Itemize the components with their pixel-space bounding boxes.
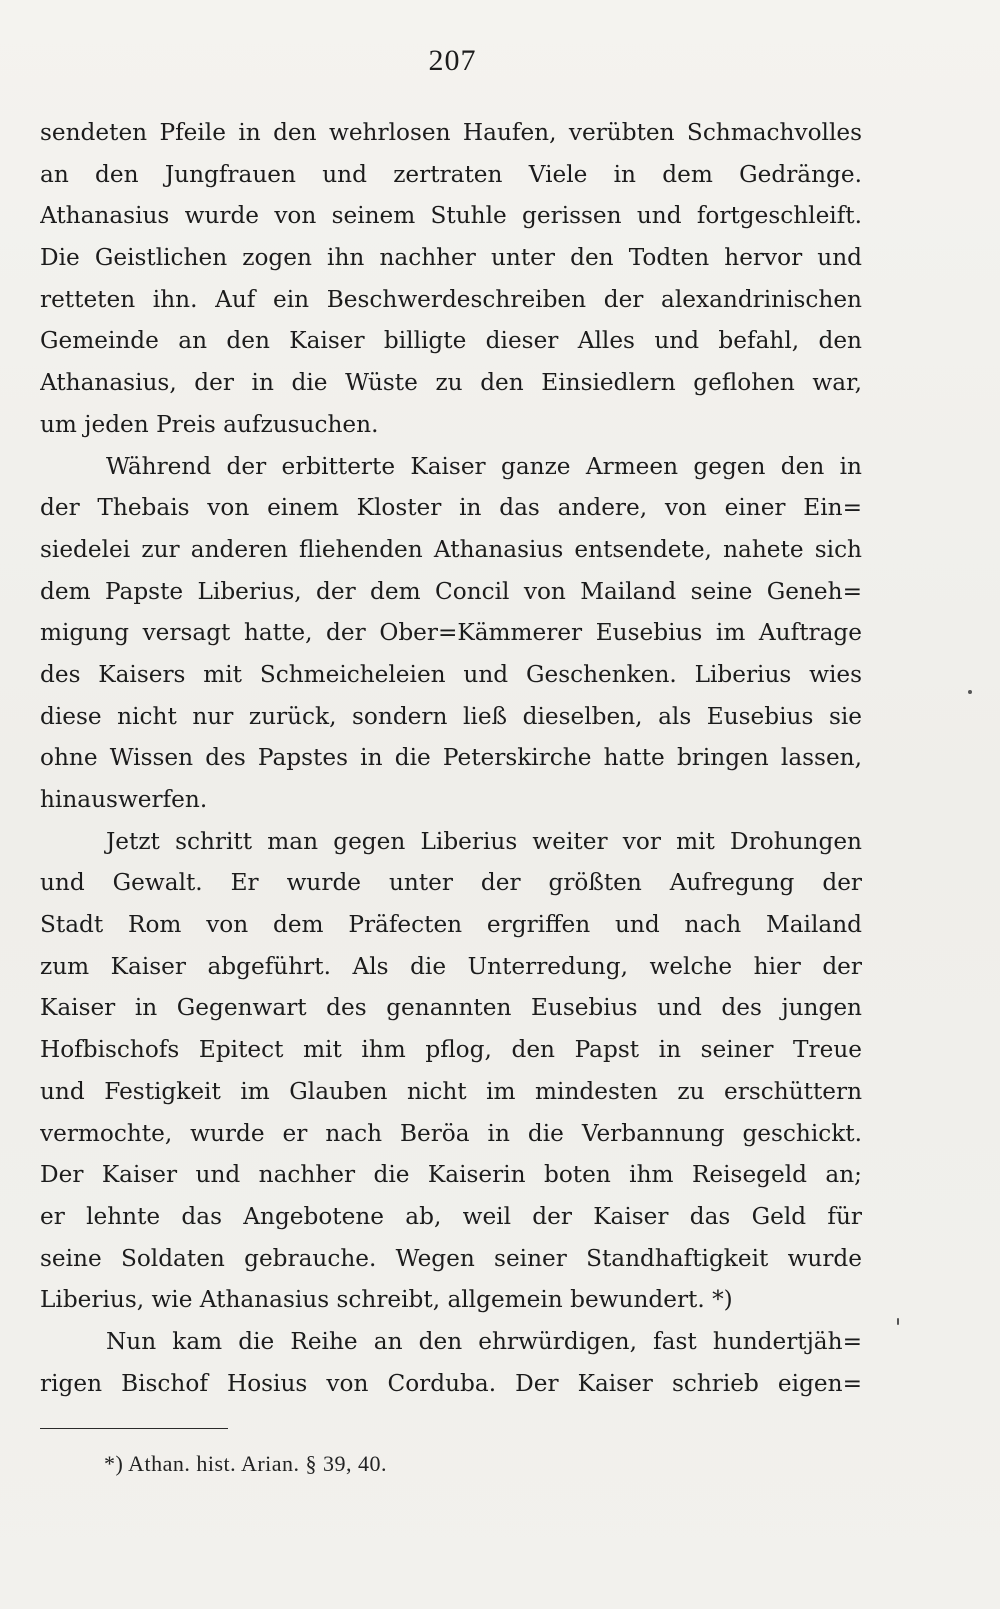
text-line: seine Soldaten gebrauche. Wegen seiner Standhaftigkeit wurde: [40, 1244, 862, 1272]
body-text: [40, 112, 862, 1404]
text-line: und Gewalt. Er wurde unter der größten Aufregung der: [40, 869, 862, 897]
text-line: er lehnte das Angebotene ab, weil der Kaiser das Geld für: [40, 1202, 862, 1230]
text-line: siedelei zur anderen fliehenden Athanasius entsendete, nahete sich: [40, 535, 862, 563]
text-line: ohne Wissen des Papstes in die Peterskirche hatte bringen lassen,: [40, 744, 862, 772]
text-line: Stadt Rom von dem Präfecten ergriffen und nach Mailand: [40, 911, 862, 939]
page-number: 207: [428, 44, 477, 77]
text-line: sendeten Pfeile in den wehrlosen Haufen, verübten Schmachvolles: [40, 119, 862, 146]
text-line: und Festigkeit im Glauben nicht im mindesten zu erschüttern: [40, 1077, 862, 1105]
text-line: migung versagt hatte, der Ober=Kämmerer Eusebius im Auftrage: [40, 619, 862, 647]
text-line: Gemeinde an den Kaiser billigte dieser Alles und befahl, den: [40, 327, 862, 355]
paper-speck: [897, 1318, 899, 1325]
text-line: rigen Bischof Hosius von Corduba. Der Kaiser schrieb eigen=: [40, 1369, 862, 1397]
text-line: zum Kaiser abgeführt. Als die Unterredung, welche hier der: [40, 952, 862, 980]
footnote-rule: [40, 1428, 228, 1429]
text-line: Hofbischofs Epitect mit ihm pflog, den Papst in seiner Treue: [40, 1036, 862, 1064]
text-line: Liberius, wie Athanasius schreibt, allgemein bewundert. *): [40, 1286, 733, 1314]
text-line: Der Kaiser und nachher die Kaiserin boten ihm Reisegeld an;: [40, 1161, 862, 1189]
text-line: Kaiser in Gegenwart des genannten Eusebius und des jungen: [40, 994, 862, 1022]
text-line: Athanasius, der in die Wüste zu den Einsiedlern geflohen war,: [40, 369, 862, 397]
text-line: Die Geistlichen zogen ihn nachher unter den Todten hervor und: [40, 244, 862, 272]
text-line: des Kaisers mit Schmeicheleien und Geschenken. Liberius wies: [40, 660, 862, 688]
text-line: dem Papste Liberius, der dem Concil von Mailand seine Geneh=: [40, 577, 862, 605]
text-line: vermochte, wurde er nach Beröa in die Verbannung geschickt.: [40, 1119, 862, 1147]
text-line: hinauswerfen.: [40, 786, 208, 813]
text-line: um jeden Preis aufzusuchen.: [40, 410, 379, 438]
text-line: der Thebais von einem Kloster in das andere, von einer Ein=: [40, 494, 862, 522]
paragraph-start-line: Während der erbitterte Kaiser ganze Armeen gegen den in: [106, 452, 862, 480]
text-line: an den Jungfrauen und zertraten Viele in dem Gedränge.: [40, 160, 862, 188]
paper-speck: [968, 690, 972, 694]
paragraph-start-line: Nun kam die Reihe an den ehrwürdigen, fast hundertjäh=: [106, 1327, 862, 1355]
text-line: diese nicht nur zurück, sondern ließ dieselben, als Eusebius sie: [40, 702, 862, 730]
text-line: retteten ihn. Auf ein Beschwerdeschreiben der alexandrinischen: [40, 285, 862, 313]
paragraph-start-line: Jetzt schritt man gegen Liberius weiter vor mit Drohungen: [106, 827, 862, 855]
footnote: *) Athan. hist. Arian. § 39, 40.: [104, 1451, 388, 1476]
text-line: Athanasius wurde von seinem Stuhle gerissen und fortgeschleift.: [40, 202, 862, 230]
